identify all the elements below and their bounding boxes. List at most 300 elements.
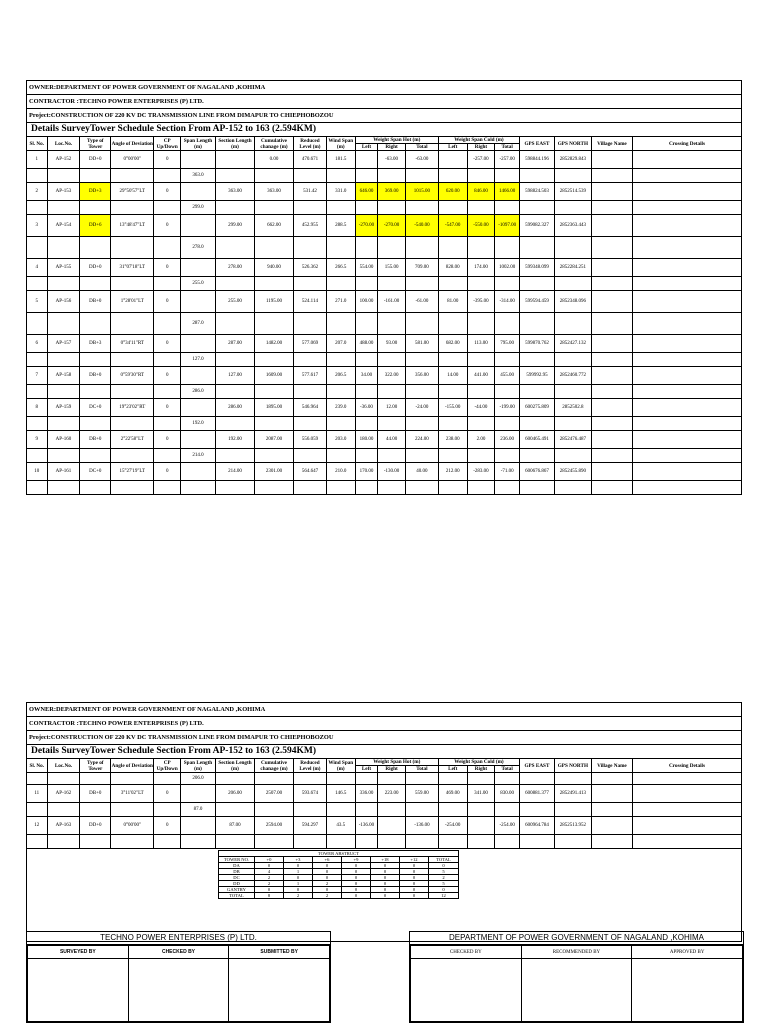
section-length-cell xyxy=(215,481,254,495)
hot-total-cell: 709.00 xyxy=(405,259,438,277)
col-cumulative: Cumulative chanage (m) xyxy=(255,137,294,151)
hot-total-cell xyxy=(405,481,438,495)
gps-north-cell xyxy=(554,773,591,785)
abstract-cell: DA xyxy=(219,863,255,869)
gps-east-cell: 599870.762 xyxy=(519,335,554,353)
hot-right-cell xyxy=(378,313,406,335)
tower-type-cell xyxy=(80,353,111,367)
cumulative-cell: 2594.00 xyxy=(255,817,294,835)
section-length-cell: 206.00 xyxy=(215,785,254,803)
hot-right-cell: 44.00 xyxy=(378,431,406,449)
crossing-cell xyxy=(632,431,741,449)
hot-left-cell xyxy=(355,385,378,399)
village-cell xyxy=(591,785,632,803)
abstract-cell: 0 xyxy=(400,875,429,881)
crossing-cell xyxy=(632,259,741,277)
cold-right-cell xyxy=(467,817,495,835)
col-cold-total: Total xyxy=(495,144,520,151)
col-reduced: Reduced Level (m) xyxy=(294,137,327,151)
cold-left-cell: -155.00 xyxy=(438,399,467,417)
section-length-cell xyxy=(215,449,254,463)
crossing-cell xyxy=(632,463,741,481)
hot-right-cell: -63.00 xyxy=(378,151,406,169)
hot-right-cell xyxy=(378,449,406,463)
gps-north-cell xyxy=(554,449,591,463)
abstract-cell: 12 xyxy=(429,893,459,899)
cold-left-cell xyxy=(438,169,467,183)
hot-left-cell: 336.00 xyxy=(355,785,378,803)
angle-cell xyxy=(111,835,154,849)
cold-right-cell: 341.00 xyxy=(467,785,495,803)
gps-east-cell: 598824.503 xyxy=(519,183,554,201)
tower-type-cell: DD+0 xyxy=(80,151,111,169)
col-cumulative: Cumulative chanage (m) xyxy=(255,759,294,773)
hot-right-cell xyxy=(378,237,406,259)
table-row xyxy=(27,817,742,835)
col-hot-total: Total xyxy=(405,144,438,151)
abstract-cell: 0 xyxy=(371,893,400,899)
reduced-level-cell: 556.059 xyxy=(294,431,327,449)
cold-right-cell xyxy=(467,449,495,463)
hot-right-cell: 322.00 xyxy=(378,367,406,385)
abstract-cell: 0 xyxy=(313,869,342,875)
angle-cell: 0°59'30"RT xyxy=(111,367,154,385)
gps-north-cell xyxy=(554,277,591,291)
cold-right-cell xyxy=(467,773,495,785)
cold-total-cell: 795.00 xyxy=(495,335,520,353)
village-cell xyxy=(591,183,632,201)
hot-right-cell xyxy=(378,803,406,817)
abstract-cell: 0 xyxy=(342,881,371,887)
loc-cell: AP-153 xyxy=(47,183,80,201)
sl-cell: 4 xyxy=(27,259,48,277)
cold-total-cell xyxy=(495,313,520,335)
cumulative-cell xyxy=(255,201,294,215)
abstract-cell: 0 xyxy=(255,887,284,893)
cold-total-cell xyxy=(495,385,520,399)
reduced-level-cell xyxy=(294,169,327,183)
reduced-level-cell xyxy=(294,803,327,817)
tower-type-cell: DD+3 xyxy=(80,183,111,201)
table-row xyxy=(27,291,742,313)
gps-north-cell xyxy=(554,353,591,367)
cold-left-cell xyxy=(438,803,467,817)
angle-cell: 1°28'01"LT xyxy=(111,291,154,313)
gps-north-cell: 2852514.539 xyxy=(554,183,591,201)
wind-span-cell: 266.5 xyxy=(326,259,355,277)
loc-cell xyxy=(47,277,80,291)
span-cell: 278.0 xyxy=(181,237,216,259)
tower-type-cell: DB+3 xyxy=(80,335,111,353)
sl-cell: 8 xyxy=(27,399,48,417)
cp-cell: 0 xyxy=(154,259,181,277)
section-length-cell: 287.00 xyxy=(215,335,254,353)
abstract-row xyxy=(219,893,459,899)
wind-span-cell: 271.0 xyxy=(326,291,355,313)
abstract-cell: 0 xyxy=(284,875,313,881)
hot-left-cell: 646.00 xyxy=(355,183,378,201)
wind-span-cell xyxy=(326,201,355,215)
loc-cell xyxy=(47,237,80,259)
col-hot-total: Total xyxy=(405,766,438,773)
col-section: Section Length (m) xyxy=(215,759,254,773)
table-row xyxy=(27,183,742,201)
cp-cell xyxy=(154,385,181,399)
span-cell xyxy=(181,835,216,849)
gps-north-cell: 2852502.8 xyxy=(554,399,591,417)
wind-span-cell: 207.0 xyxy=(326,335,355,353)
hot-total-cell xyxy=(405,773,438,785)
crossing-cell xyxy=(632,835,741,849)
village-cell xyxy=(591,385,632,399)
village-cell xyxy=(591,835,632,849)
schedule-sheet-2 xyxy=(26,702,742,942)
sl-cell xyxy=(27,417,48,431)
sl-cell: 12 xyxy=(27,817,48,835)
village-cell xyxy=(591,291,632,313)
cold-right-cell: -44.00 xyxy=(467,399,495,417)
cumulative-cell: 662.00 xyxy=(255,215,294,237)
gps-north-cell xyxy=(554,313,591,335)
crossing-cell xyxy=(632,785,741,803)
sl-cell: 9 xyxy=(27,431,48,449)
hot-left-cell xyxy=(355,417,378,431)
angle-cell: 3°11'02"LT xyxy=(111,785,154,803)
hot-total-cell: 40.00 xyxy=(405,463,438,481)
abstract-cell: TOTAL xyxy=(219,893,255,899)
gps-north-cell: 2852476.487 xyxy=(554,431,591,449)
section-length-cell: 255.00 xyxy=(215,291,254,313)
hot-total-cell: -63.00 xyxy=(405,151,438,169)
reduced-level-cell: 577.069 xyxy=(294,335,327,353)
tower-type-cell xyxy=(80,417,111,431)
hot-left-cell xyxy=(355,449,378,463)
section-length-cell xyxy=(215,277,254,291)
tower-type-cell xyxy=(80,313,111,335)
cold-total-cell xyxy=(495,835,520,849)
hot-right-cell xyxy=(378,773,406,785)
sl-cell xyxy=(27,385,48,399)
section-length-cell xyxy=(215,803,254,817)
village-cell xyxy=(591,463,632,481)
wind-span-cell xyxy=(326,481,355,495)
submitted-by-sign xyxy=(229,959,330,1022)
gps-east-cell: 599594.459 xyxy=(519,291,554,313)
reduced-level-cell: 546.964 xyxy=(294,399,327,417)
gps-east-cell xyxy=(519,353,554,367)
hot-total-cell xyxy=(405,169,438,183)
hot-right-cell: 93.00 xyxy=(378,335,406,353)
abstract-cell: 0 xyxy=(400,863,429,869)
abstract-title: TOWER ABSTRUCT xyxy=(219,851,459,857)
loc-cell: AP-154 xyxy=(47,215,80,237)
span-cell xyxy=(181,183,216,201)
gps-north-cell xyxy=(554,481,591,495)
gps-north-cell: 2852348.096 xyxy=(554,291,591,313)
cp-cell xyxy=(154,169,181,183)
reduced-level-cell xyxy=(294,773,327,785)
cold-total-cell: -71.00 xyxy=(495,463,520,481)
hot-left-cell xyxy=(355,313,378,335)
span-cell xyxy=(181,291,216,313)
abstract-cell: 8 xyxy=(255,893,284,899)
abstract-cell: 0 xyxy=(400,893,429,899)
sl-cell: 3 xyxy=(27,215,48,237)
sl-cell: 7 xyxy=(27,367,48,385)
hot-left-cell: 34.00 xyxy=(355,367,378,385)
cold-right-cell: 846.00 xyxy=(467,183,495,201)
wind-span-cell: 181.5 xyxy=(326,151,355,169)
cold-right-cell: -550.00 xyxy=(467,215,495,237)
reduced-level-cell xyxy=(294,449,327,463)
hot-total-cell xyxy=(405,237,438,259)
abstract-cell: 0 xyxy=(313,875,342,881)
wind-span-cell xyxy=(326,449,355,463)
hot-right-cell xyxy=(378,417,406,431)
angle-cell: 15°27'19"LT xyxy=(111,463,154,481)
cumulative-cell: 1195.00 xyxy=(255,291,294,313)
hot-left-cell: 554.00 xyxy=(355,259,378,277)
abstract-cell: 0 xyxy=(371,881,400,887)
crossing-cell xyxy=(632,481,741,495)
abstract-cell: 0 xyxy=(313,863,342,869)
reduced-level-cell xyxy=(294,277,327,291)
hot-total-cell xyxy=(405,835,438,849)
cp-cell: 0 xyxy=(154,151,181,169)
span-cell xyxy=(181,399,216,417)
reduced-level-cell: 564.647 xyxy=(294,463,327,481)
col-village: Village Name xyxy=(591,137,632,151)
gps-north-cell xyxy=(554,417,591,431)
loc-cell xyxy=(47,803,80,817)
cold-right-cell xyxy=(467,481,495,495)
cp-cell xyxy=(154,417,181,431)
sl-cell xyxy=(27,277,48,291)
span-cell xyxy=(181,463,216,481)
sl-cell xyxy=(27,353,48,367)
col-sl: Sl. No. xyxy=(27,759,48,773)
crossing-cell xyxy=(632,335,741,353)
loc-cell: AP-152 xyxy=(47,151,80,169)
tower-type-cell xyxy=(80,773,111,785)
hot-left-cell xyxy=(355,773,378,785)
col-cold-right: Right xyxy=(467,766,495,773)
cp-cell: 0 xyxy=(154,367,181,385)
tower-type-cell xyxy=(80,481,111,495)
gps-east-cell xyxy=(519,313,554,335)
sl-cell xyxy=(27,237,48,259)
owner-line: OWNER:DEPARTMENT OF POWER GOVERNMENT OF NAGALAND ,KOHIMA xyxy=(26,80,742,94)
gps-east-cell xyxy=(519,385,554,399)
abstract-cell: 2 xyxy=(429,875,459,881)
cp-cell: 0 xyxy=(154,785,181,803)
crossing-cell xyxy=(632,313,741,335)
reduced-level-cell: 524.114 xyxy=(294,291,327,313)
crossing-cell xyxy=(632,803,741,817)
col-weight-hot: Weight Span Hot (m) xyxy=(355,137,438,144)
table-row xyxy=(27,431,742,449)
abstract-cell: 1 xyxy=(284,869,313,875)
reduced-level-cell xyxy=(294,313,327,335)
abstract-header-cell: +0 xyxy=(255,857,284,863)
col-reduced: Reduced Level (m) xyxy=(294,759,327,773)
approved-by-sign xyxy=(632,959,743,1022)
department-sign-title: DEPARTMENT OF POWER GOVERNMENT OF NAGALAND ,KOHIMA xyxy=(410,932,743,945)
section-length-cell xyxy=(215,169,254,183)
abstract-cell: 0 xyxy=(400,887,429,893)
cumulative-cell xyxy=(255,803,294,817)
abstract-cell: 0 xyxy=(400,869,429,875)
reduced-level-cell xyxy=(294,237,327,259)
abstract-cell: DC xyxy=(219,875,255,881)
section-length-cell xyxy=(215,835,254,849)
abstract-body xyxy=(219,863,459,899)
cp-cell xyxy=(154,803,181,817)
hot-right-cell: 12.00 xyxy=(378,399,406,417)
gps-east-cell xyxy=(519,835,554,849)
village-cell xyxy=(591,353,632,367)
tower-type-cell: DB+0 xyxy=(80,367,111,385)
crossing-cell xyxy=(632,399,741,417)
span-row xyxy=(27,237,742,259)
sl-cell xyxy=(27,481,48,495)
abstract-cell: DD xyxy=(219,881,255,887)
table-row xyxy=(27,335,742,353)
abstract-header-cell: +3 xyxy=(284,857,313,863)
col-hot-left: Left xyxy=(355,144,378,151)
tower-type-cell xyxy=(80,385,111,399)
tower-type-cell: DB+0 xyxy=(80,785,111,803)
village-cell xyxy=(591,201,632,215)
span-row xyxy=(27,803,742,817)
section-length-cell: 127.00 xyxy=(215,367,254,385)
cold-total-cell: -314.00 xyxy=(495,291,520,313)
contractor-signature-block xyxy=(26,931,331,1023)
span-cell: 299.0 xyxy=(181,201,216,215)
loc-cell xyxy=(47,449,80,463)
hot-left-cell: -36.00 xyxy=(355,399,378,417)
section-length-cell xyxy=(215,385,254,399)
col-cp: CP Up/Down xyxy=(154,759,181,773)
loc-cell xyxy=(47,835,80,849)
reduced-level-cell: 526.362 xyxy=(294,259,327,277)
cold-left-cell xyxy=(438,353,467,367)
col-wind: Wind Span (m) xyxy=(328,137,354,150)
cp-cell xyxy=(154,481,181,495)
hot-total-cell: 224.00 xyxy=(405,431,438,449)
village-cell xyxy=(591,449,632,463)
col-gps-north: GPS NORTH xyxy=(554,137,591,151)
section-length-cell: 278.00 xyxy=(215,259,254,277)
cumulative-cell: 1609.00 xyxy=(255,367,294,385)
hot-right-cell xyxy=(378,353,406,367)
gps-north-cell: 2852829.843 xyxy=(554,151,591,169)
reduced-level-cell: 470.671 xyxy=(294,151,327,169)
angle-cell xyxy=(111,773,154,785)
sl-cell xyxy=(27,169,48,183)
crossing-cell xyxy=(632,151,741,169)
sl-cell: 11 xyxy=(27,785,48,803)
cold-left-cell: -254.00 xyxy=(438,817,467,835)
angle-cell xyxy=(111,417,154,431)
sl-cell xyxy=(27,313,48,335)
checked-by-label: CHECKED BY xyxy=(128,946,229,959)
hot-left-cell xyxy=(355,151,378,169)
angle-cell: 31°07'18"LT xyxy=(111,259,154,277)
col-loc: Loc.No. xyxy=(47,137,80,151)
gps-east-cell: 600964.784 xyxy=(519,817,554,835)
span-cell: 214.0 xyxy=(181,449,216,463)
angle-cell: 29°50'57"LT xyxy=(111,183,154,201)
project-line: Project:CONSTRUCTION OF 220 KV DC TRANSMISSION LINE FROM DIMAPUR TO CHIEPHOBOZOU xyxy=(26,108,742,122)
reduced-level-cell: 531.42 xyxy=(294,183,327,201)
crossing-cell xyxy=(632,169,741,183)
hot-total-cell: -540.00 xyxy=(405,215,438,237)
col-weight-cold: Weight Span Cold (m) xyxy=(438,759,519,766)
hot-left-cell: 100.00 xyxy=(355,291,378,313)
gps-east-cell xyxy=(519,277,554,291)
village-cell xyxy=(591,817,632,835)
span-cell xyxy=(181,259,216,277)
wind-span-cell: 331.0 xyxy=(326,183,355,201)
gps-north-cell xyxy=(554,385,591,399)
col-span: Span Length (m) xyxy=(181,759,216,773)
angle-cell xyxy=(111,313,154,335)
gps-north-cell: 2852455.890 xyxy=(554,463,591,481)
cold-left-cell: 620.00 xyxy=(438,183,467,201)
tower-type-cell xyxy=(80,237,111,259)
sl-cell: 2 xyxy=(27,183,48,201)
angle-cell: 19°23'02"RT xyxy=(111,399,154,417)
abstract-cell: 0 xyxy=(371,887,400,893)
hot-total-cell xyxy=(405,313,438,335)
schedule-sheet-1 xyxy=(26,80,742,495)
cold-right-cell xyxy=(467,803,495,817)
abstract-cell: 2 xyxy=(313,881,342,887)
abstract-cell: 0 xyxy=(371,863,400,869)
cold-right-cell: 113.00 xyxy=(467,335,495,353)
hot-total-cell: -24.00 xyxy=(405,399,438,417)
tower-type-cell: DC+0 xyxy=(80,399,111,417)
recommended-by-label: RECOMMENDED BY xyxy=(521,946,632,959)
hot-left-cell: 180.00 xyxy=(355,431,378,449)
cumulative-cell xyxy=(255,385,294,399)
wind-span-cell xyxy=(326,773,355,785)
schedule-table xyxy=(26,758,742,849)
cold-left-cell: 469.00 xyxy=(438,785,467,803)
gps-east-cell xyxy=(519,417,554,431)
abstract-cell: 2 xyxy=(284,893,313,899)
abstract-cell: 0 xyxy=(429,863,459,869)
tower-type-cell xyxy=(80,201,111,215)
checked-by-sign xyxy=(128,959,229,1022)
cold-total-cell xyxy=(495,277,520,291)
dept-checked-by-label: CHECKED BY xyxy=(411,946,522,959)
tower-abstract xyxy=(218,850,459,899)
cold-total-cell: 1466.00 xyxy=(495,183,520,201)
table-row xyxy=(27,463,742,481)
schedule-title: Details SurveyTower Schedule Section From AP-152 to 163 (2.594KM) xyxy=(26,122,742,136)
cumulative-cell xyxy=(255,353,294,367)
col-crossing: Crossing Details xyxy=(632,759,741,773)
col-weight-cold: Weight Span Cold (m) xyxy=(438,137,519,144)
cumulative-cell: 1895.00 xyxy=(255,399,294,417)
hot-total-cell: 559.00 xyxy=(405,785,438,803)
hot-total-cell: -136.00 xyxy=(405,817,438,835)
span-row xyxy=(27,417,742,431)
span-cell xyxy=(181,335,216,353)
wind-span-cell: 210.0 xyxy=(326,463,355,481)
